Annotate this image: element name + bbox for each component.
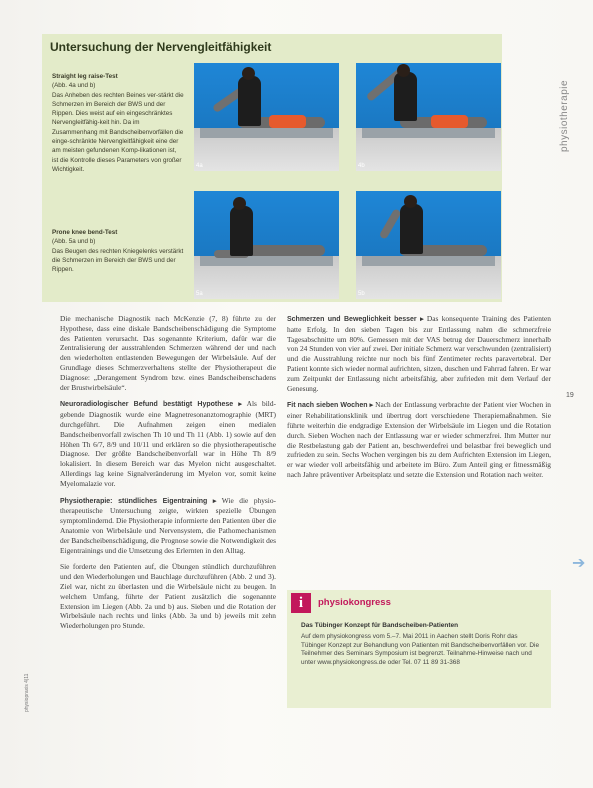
paragraph-lead: Schmerzen und Beweglichkeit besser ▸ xyxy=(287,316,424,323)
left-column xyxy=(60,314,276,638)
photo-5b xyxy=(356,191,501,299)
photo-4b xyxy=(356,63,501,171)
paragraph-lead: Neuroradiologischer Befund bestätigt Hypothese ▸ xyxy=(60,401,242,409)
paragraph-lead: Fit nach sieben Wochen ▸ xyxy=(287,402,374,410)
section-tab xyxy=(557,79,593,212)
paragraph xyxy=(60,496,276,556)
footer: physiopraxis 4|11 xyxy=(24,673,30,712)
paragraph-body: Wie die physio-therapeutische Untersuchung zeigte, wirkten spezielle Übungen symptomlindernd. Die Physiotherapie informierte den Patienten über die Anatomie von Wirbelsäule und Nervensystem, die Pathomechanismen der Bandscheibenschädigung, die Prognose sowie die Notwendigkeit des Eigentrainings und die Umsetzung des Erlernten in den Alltag. xyxy=(60,495,277,555)
paragraph: Die mechanische Diagnostik nach McKenzie (7, 8) führte zu der Hypothese, dass eine diskale Bandscheibenschädigung die Symptome des Patienten verursacht. Das sogenannte Kriterium, dafür war die Zentralisierung der ausstrahlenden Schmerzen während der und nach den wiederholten entlastenden Bewegungen der Wirbelsäule. Auf der Grundlage dieses Schmerzverhaltens stellte der Physiotherapeut die Diagnose: „Derangement Syndrom bzw. eines Bandscheibenschadens der Brustwirbelsäule“. xyxy=(60,314,276,392)
photo-4a xyxy=(194,63,339,171)
section-tab-label: physiotherapie xyxy=(559,79,570,152)
paragraph-body: Das konsequente Training des Patienten hatte Erfolg. In den sieben Tagen bis zur Entlassung nahm die schmerzfreie Tagesabschnitte um 80%. Gemessen mit der VAS betrug der Dauerschmerz innerhalb von 24 Stunden von vier auf zwei. Der initiale Schmerz war verschwunden (zentralisiert) und die Ausstrahlung reichte nur noch bis fünf Zentimeter rechts paravertebral. Der Patient konnte sich wieder normal aufrichten, sitzen, duschen und Fahrrad fahren. Er war zum Zeitpunkt der Entlassung nicht arbeitsfähig, aber zufrieden mit dem Verlauf der Genesung. xyxy=(287,314,551,393)
paragraph xyxy=(60,399,276,488)
paragraph-lead: Physiotherapie: stündliches Eigentraining ▸ xyxy=(60,497,217,505)
right-column xyxy=(287,314,551,487)
paragraph xyxy=(287,400,551,479)
paragraph: Sie forderte den Patienten auf, die Übungen stündlich durchzuführen und den Wiederholungen und Bauchlage durchzuführen (Abb. 2 und 3). Ziel war, nicht zu überlasten und die Wirbelsäule nicht zu beugen. In welchem Umfang, führte der Patient zusätzlich die sogenannte Extension im Liegen (Abb. 2a und b) aus. Sieben und die Rotation der Wirbelsäule nach rechts und links (Abb. 3a und b) jeweils mit zehn Wiederholungen pro Stunde. xyxy=(60,562,276,631)
pkb-ref: (Abb. 5a und b) xyxy=(52,238,96,246)
photo-5a xyxy=(194,191,339,299)
photo-label: 5a xyxy=(196,291,203,297)
photo-label: 5b xyxy=(358,291,365,297)
box-title: Untersuchung der Nervengleitfähigkeit xyxy=(50,40,272,54)
slr-heading: Straight leg raise-Test xyxy=(52,73,118,80)
info-subtitle: Das Tübinger Konzept für Bandscheiben-Patienten xyxy=(301,622,459,629)
pkb-text: Das Beugen des rechten Kniegelenks verstärkt die Schmerzen im Bereich der BWS und der Rippen. xyxy=(52,247,184,274)
page-number: 19 xyxy=(566,392,574,399)
info-box xyxy=(287,590,551,708)
paragraph-body: Nach der Entlassung verbrachte der Patient vier Wochen in einer Rehabilitationsklinik und übertrug dort verschiedene Therapiemaßnahmen. Sie führte weiterhin die endgradige Extension der Wirbelsäule im Liegen und die Rotation durch. Sieben Wochen nach der Entlassung war er wieder schmerzfrei. Ihm Mutter nur die Restbelastung gab der Patient an, beschwerdefrei und belastbar frei beweglich und zufrieden zu sein. Sechs Wochen vergingen bis zu dem Aufrichten Extension im Liegen, er war wieder voll arbeitsfähig und arbeitete im Büro. Zum Anteil ging er fitnessmäßig nach Jahre präventiver Arbeitsplatz und setzte die Extension und Rotation nach weiter. xyxy=(287,400,552,479)
photo-label: 4b xyxy=(358,163,365,169)
pkb-text-block xyxy=(52,228,184,274)
pkb-heading: Prone knee bend-Test xyxy=(52,229,118,236)
info-body: Auf dem physiokongress vom 5.–7. Mai 2011 in Aachen stellt Doris Rohr das Tübinger Konzept zur Behandlung von Patienten mit Bandscheibenvorfällen vor. Die Teilnehmer des Seminars Symposium ist begrenzt. Teilnahme-Hinweise nach und unter www.physiokongress.de oder Tel. 07 11 89 31-368 xyxy=(301,633,540,666)
slr-text-block xyxy=(52,72,184,174)
slr-ref: (Abb. 4a und b) xyxy=(52,82,96,90)
arrow-right-icon: ➔ xyxy=(572,555,586,572)
info-title: physiokongress xyxy=(318,597,391,608)
photo-label: 4a xyxy=(196,163,203,169)
paragraph-body: Als bild-gebende Diagnostik wurde eine Magnetresonanztomographie (MRT) durchgeführt. Die Aufnahmen zeigen einen medialen Bandscheibenvorfall zwischen Th 10 und Th 11 (Abb. 1) sowie auf den Höhen Th 6/7, 8/9 und 10/11 und erklären so die physiotherapeutische Diagnose. Der größte Bandscheibenvorfall war in Höhe Th 8/9 lokalisiert. In diesem Bereich war das Myelon nicht ausgeschaltet. Allerdings lag keine Signalveränderung im Myelon vor, somit keine Myelomalazie vor. xyxy=(60,399,276,488)
paragraph xyxy=(287,314,551,393)
slr-text: Das Anheben des rechten Beines ver-stärkt die Schmerzen im Bereich der BWS und der Rippen. Dies weist auf ein eingeschränktes Nervengleitfähig-keit hin. Da im Zusammenhang mit Bandscheibenvorfällen die einge-schränkte Nervengleitfähigkeit eine der am meisten gefundenen Komp-likationen ist, ist die Kontrolle dieses Parameters von großer Wichtigkeit. xyxy=(52,91,184,173)
info-icon: i xyxy=(291,593,311,613)
